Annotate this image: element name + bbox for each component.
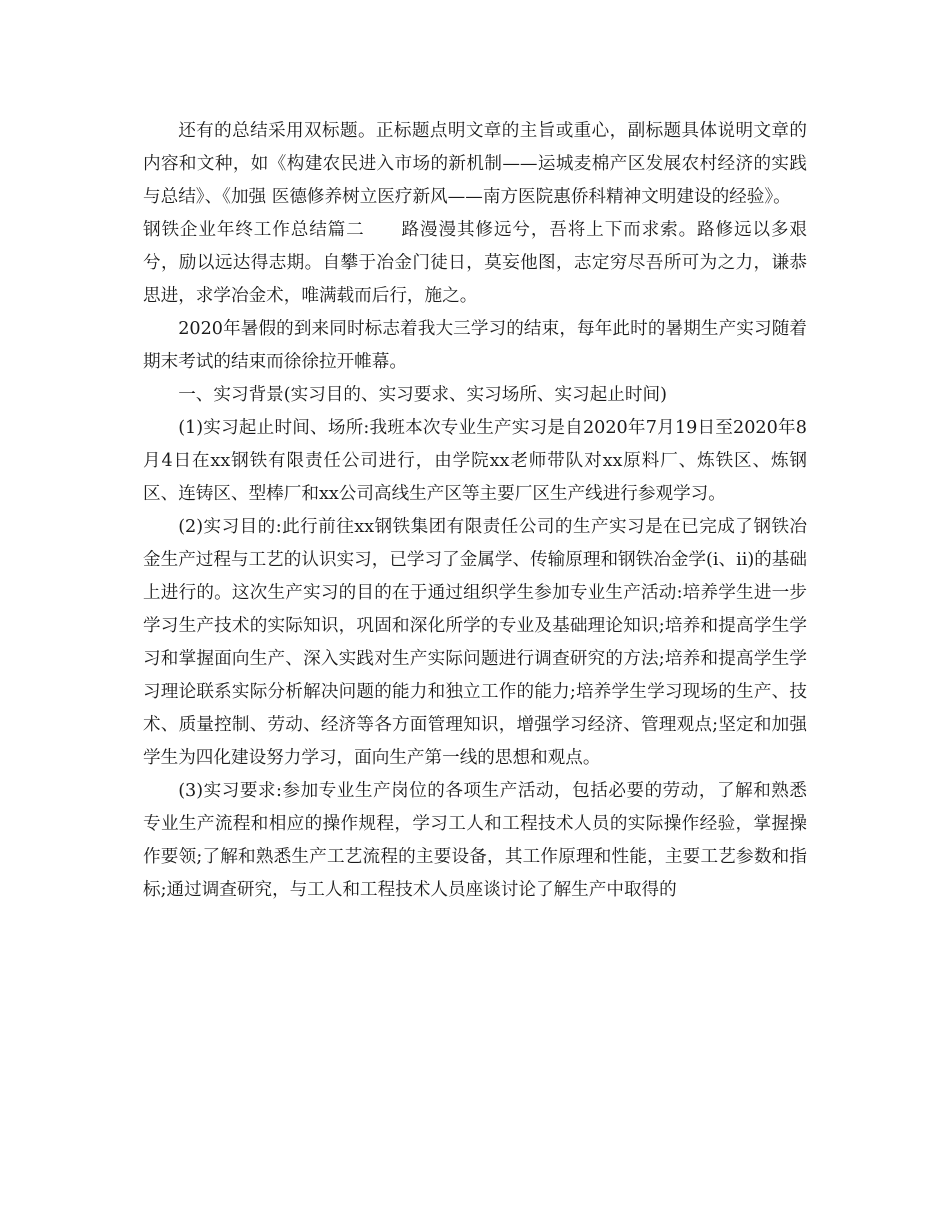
paragraph-purpose: (2)实习目的:此行前往xx钢铁集团有限责任公司的生产实习是在已完成了钢铁冶金生产过程与工艺的认识实习，已学习了金属学、传输原理和钢铁冶金学(i、ii)的基础上进行的。这次生产实习的目的在于通过组织学生参加专业生产活动:培养学生进一步学习生产技术的实际知识，巩固和深化所学的专业及基础理论知识;培养和提高学生学习和掌握面向生产、深入实践对生产实际问题进行调查研究的方法;培养和提高学生学习理论联系实际分析解决问题的能力和独立工作的能力;培养学生学习现场的生产、技术、质量控制、劳动、经济等各方面管理知识，增强学习经济、管理观点;坚定和加强学生为四化建设努力学习，面向生产第一线的思想和观点。 (143, 517, 807, 768)
paragraph-requirements: (3)实习要求:参加专业生产岗位的各项生产活动，包括必要的劳动，了解和熟悉专业生产流程和相应的操作规程，学习工人和工程技术人员的实际操作经验，掌握操作要领;了解和熟悉生产工艺流程的主要设备，其工作原理和性能，主要工艺参数和指标;通过调查研究，与工人和工程技术人员座谈讨论了解生产中取得的 (143, 781, 807, 900)
paragraph-background-heading: 一、实习背景(实习目的、实习要求、实习场所、实习起止时间) (178, 385, 667, 405)
document-body (143, 115, 807, 907)
paragraph-section-title: 钢铁企业年终工作总结篇二 路漫漫其修远兮，吾将上下而求索。路修远以多艰兮，励以远达得志期。自攀于冶金门徒日，莫妄他图，志定穷尽吾所可为之力，谦恭思进，求学冶金术，唯满载而后行，施之。 (143, 220, 807, 306)
paragraph-summer-internship: 2020年暑假的到来同时标志着我大三学习的结束，每年此时的暑期生产实习随着期末考试的结束而徐徐拉开帷幕。 (143, 319, 807, 372)
paragraph-double-title: 还有的总结采用双标题。正标题点明文章的主旨或重心，副标题具体说明文章的内容和文种，如《构建农民进入市场的新机制——运城麦棉产区发展农村经济的实践与总结》、《加强 医德修养树立医疗新风——南方医院惠侨科精神文明建设的经验》。 (143, 121, 807, 207)
paragraph-time-place: (1)实习起止时间、场所:我班本次专业生产实习是自2020年7月19日至2020年8月4日在xx钢铁有限责任公司进行，由学院xx老师带队对xx原料厂、炼铁区、炼钢区、连铸区、型棒厂和xx公司高线生产区等主要厂区生产线进行参观学习。 (143, 418, 807, 504)
